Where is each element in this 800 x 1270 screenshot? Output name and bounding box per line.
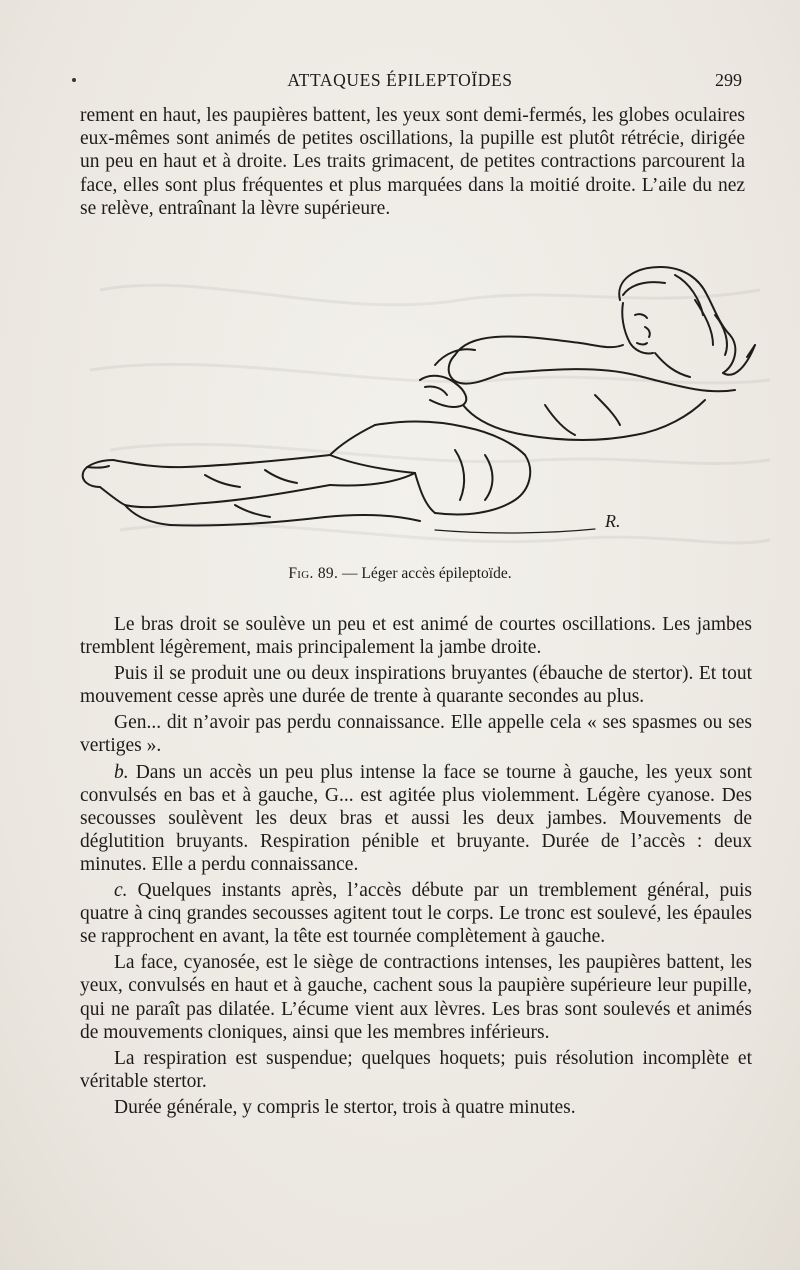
item-label-c: c. (114, 880, 128, 902)
figure-caption-text: — Léger accès épileptoïde. (342, 565, 512, 582)
paragraph-text: La respiration est suspendue; quelques hoquets; puis résolution incomplète et véritable stertor. (80, 1047, 752, 1092)
paragraph (80, 761, 752, 876)
paragraph (80, 711, 752, 757)
illustrator-signature: R. (605, 511, 621, 531)
figure-caption (0, 565, 800, 583)
paragraph (80, 1096, 752, 1119)
paragraph-text: Gen... dit n’avoir pas perdu connaissance. Elle appelle cela « ses spasmes ou ses vertiges ». (80, 712, 752, 757)
paragraph-text: Puis il se produit une ou deux inspirations bruyantes (ébauche de stertor). Et tout mouvement cesse après une durée de trente à quarante secondes au plus. (80, 663, 752, 708)
paragraph (80, 879, 752, 948)
paragraph-text: Le bras droit se soulève un peu et est animé de courtes oscillations. Les jambes tremblent légèrement, mais principalement la jambe droite. (80, 614, 752, 659)
paragraph-text: Dans un accès un peu plus intense la face se tourne à gauche, les yeux sont convulsés en bas et à gauche, G... est agitée plus violemment. Légère cyanose. Des secousses soulèvent les deux bras et aussi les deux jambes. Mouvements de déglutition bruyants. Respiration pénible et bruyante. Durée de l’accès : deux minutes. Elle a perdu connaissance. (80, 761, 753, 875)
page-number: 299 (715, 70, 742, 90)
paragraph (80, 613, 752, 659)
running-head: ATTAQUES ÉPILEPTOÏDES (287, 70, 513, 90)
paragraph-text: Durée générale, y compris le stertor, trois à quatre minutes. (114, 1096, 576, 1118)
reclining-woman-drawing (75, 255, 765, 555)
paragraph-text: rement en haut, les paupières battent, les yeux sont demi-fermés, les globes oculaires eux-mêmes sont animés de petites oscillations, la pupille est plutôt rétrécie, dirigée un peu en haut et à droite. Les traits grimacent, de petites contractions parcourent la face, elles sont plus fréquentes et plus marquées dans la moitié droite. L’aile du nez se relève, entraînant la lèvre supérieure. (80, 105, 745, 219)
figure-illustration (75, 255, 765, 555)
body-text (80, 613, 752, 1122)
figure-label: Fig. 89. (288, 565, 339, 582)
paragraph (80, 951, 752, 1043)
paragraph (80, 662, 752, 708)
item-label-b: b. (114, 761, 129, 783)
paragraph-text: Quelques instants après, l’accès débute par un tremblement général, puis quatre à cinq grandes secousses agitent tout le corps. Le tronc est soulevé, les épaules se rapprochent en avant, la tête est tournée complètement à gauche. (80, 880, 752, 948)
page-header (0, 70, 800, 94)
paragraph-text: La face, cyanosée, est le siège de contractions intenses, les paupières battent, les yeux, convulsés en haut et à gauche, cachent sous la paupière supérieure leur pupille, qui ne paraît pas dilatée. L’écume vient aux lèvres. Les bras sont soulevés et animés de mouvements cloniques, ainsi que les membres inférieurs. (80, 952, 752, 1043)
continued-paragraph (80, 104, 745, 220)
paragraph (80, 1047, 752, 1093)
